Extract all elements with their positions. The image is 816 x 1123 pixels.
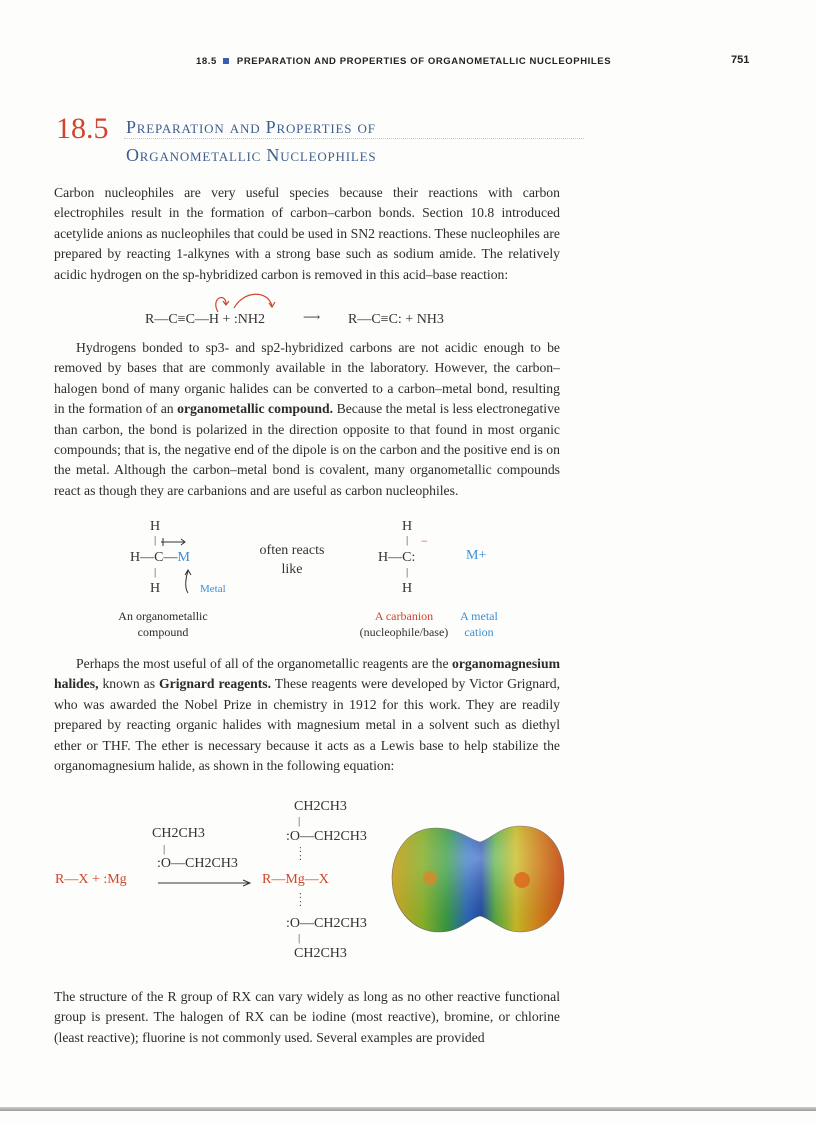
bullet-square-icon [223,58,229,64]
product-center [262,872,329,888]
caption-carbanion-line1: A carbanion [374,609,434,623]
page-number: 751 [731,54,750,66]
term-grignard: Grignard reagents. [159,676,272,692]
grignard-reactants: R—X + :Mg [55,872,127,887]
left-h-bottom: H [150,581,161,596]
paragraph-4: The structure of the R group of RX can vary widely as long as no other reactive functional group is present. The halogen of RX can be iodine (most reactive), bromine, or chlorine (least reactive); fluorine is not commonly used. Several examples are provided [54,989,560,1045]
bond-vertical-icon: | [298,932,301,944]
left-h-top: H [150,519,161,534]
dotted-bond-bottom: : : [299,890,302,909]
bond-vertical-icon: | [406,566,409,578]
middle-line2: like [281,562,303,577]
dipole-arrow-icon [159,537,189,547]
caption-metal-line1: A metal [460,609,498,623]
dotted-bond-top: : : [299,844,302,863]
metal-cation: M+ [466,548,487,563]
caption-metal-cation [456,608,502,640]
caption-organometallic-line1: An organometallic [118,609,208,623]
running-head-title: PREPARATION AND PROPERTIES OF ORGANOMETALLIC NUCLEOPHILES [236,56,612,67]
right-h-top: H [402,519,413,534]
grignard-product: R—Mg—X [262,872,329,887]
right-carbon-row: H—C: [378,550,416,565]
reacts-like-text [252,541,332,579]
paragraph-3 [54,654,560,776]
metal-pointer-arrow-icon [182,567,202,595]
metal-tag: Metal [200,583,226,595]
running-head-section: 18.5 [196,56,217,67]
product-top-group: CH2CH3 [294,799,347,814]
caption-carbanion [356,608,452,640]
middle-line1: often reacts [259,543,325,558]
right-h-bottom: H [402,581,413,596]
equation-reactants: R—C≡C—H + :NH2 [145,312,266,327]
paragraph-3-text-c: These reagents were developed by Victor Grignard, who was awarded the Nobel Prize in chemistry in 1912 for this work. They are readily prepared by reacting organic halides with magnesium metal in a solvent such as diethyl ether or THF. The ether is necessary because it acts as a Lewis base to help stabilize the organomagnesium halide, as shown in the following equation: [54,676,560,774]
left-carbon-row [130,550,190,566]
section-number: 18.5 [56,112,109,145]
term-organometallic: organometallic compound. [177,401,334,417]
section-title-line2: Organometallic Nucleophiles [126,145,377,165]
paragraph-3-text-a: Perhaps the most useful of all of the organometallic reagents are the [76,656,453,671]
metal-symbol: M [177,550,190,565]
running-head [196,56,666,67]
bond-vertical-icon: | [154,534,157,546]
section-title-line1: Preparation and Properties of [126,117,376,137]
paragraph-2-text-a: Hydrogens bonded to sp3- and sp2-hybridized carbons are not acidic enough to be removed by bases that are commonly available in the laboratory. However, the carbon–halogen bond of many organic halides can be converted to a carbon–metal bond, resulting in the formation of an [54,340,560,417]
product-bottom-oxygen: :O—CH2CH3 [286,916,367,931]
paragraph-3-text-b: known as [98,676,160,692]
product-bottom-group: CH2CH3 [294,946,347,961]
bond-vertical-icon: | [154,566,157,578]
ether-oxygen: :O—CH2CH3 [157,856,238,871]
paragraph-1: Carbon nucleophiles are very useful species because their reactions with carbon electrophiles result in the formation of carbon–carbon bonds. Section 10.8 introduced acetylide anions as nucleophiles that could be used in SN2 reactions. These nucleophiles are prepared by reacting 1-alkynes with a strong base such as sodium amide. The relatively acidic hydrogen on the sp-hybridized carbon is removed in this acid–base reaction: [54,185,560,282]
bond-vertical-icon: | [163,843,166,855]
product-top-oxygen: :O—CH2CH3 [286,829,367,844]
bond-vertical-icon: | [406,534,409,546]
paragraph-2 [54,338,560,501]
reaction-arrow-icon: ⟶ [303,310,321,324]
left-row-text: H—C— [130,550,178,565]
caption-carbanion-line2: (nucleophile/base) [359,625,449,639]
title-divider [124,138,584,139]
paragraph-2-text-b: Because the metal is less electronegative than carbon, the bond is polarized in the direction opposite to that found in most organic compounds; that is, the negative end of the dipole is on the carbon and the positive end is on the metal. Although the carbon–metal bond is covalent, many organometallic compounds react as though they are carbanions and are useful as carbon nucleophiles. [54,401,560,498]
bottom-edge [0,1107,816,1111]
caption-organometallic [118,608,208,640]
bond-vertical-icon: | [298,815,301,827]
equation-products: R—C≡C: + NH3 [348,312,444,327]
reaction-arrow-icon [157,878,253,888]
electrostatic-potential-map [388,820,568,938]
ether-top-group: CH2CH3 [152,826,205,841]
negative-charge: − [421,534,428,548]
term-organomagnesium: organomagnesium halides, [54,656,560,692]
caption-metal-line2: cation [464,625,494,639]
caption-organometallic-line2: compound [137,625,189,639]
